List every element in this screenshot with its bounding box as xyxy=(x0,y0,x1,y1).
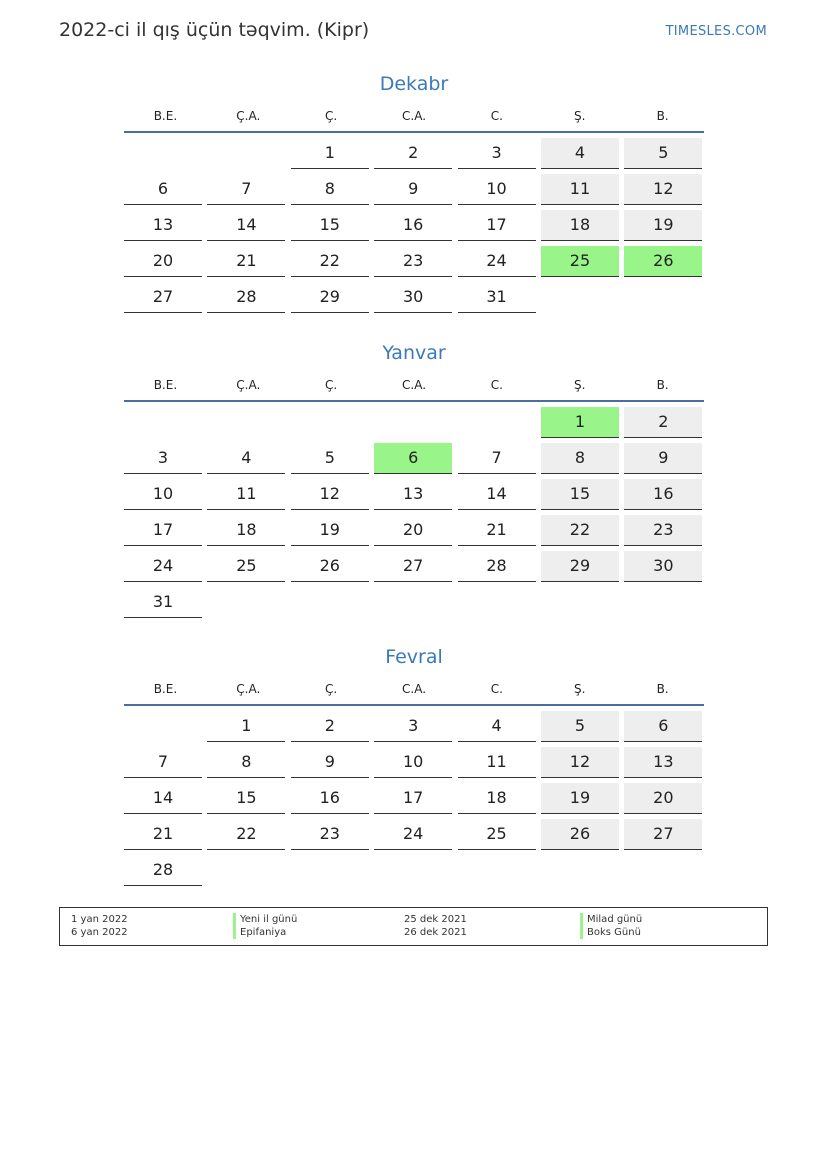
day-cell: 22 xyxy=(541,515,619,546)
holiday-name: Yeni il günü xyxy=(233,913,297,926)
page-title: 2022-ci il qış üçün təqvim. (Kipr) xyxy=(59,19,370,41)
weekday-label: B.E. xyxy=(153,108,178,123)
day-cell: 9 xyxy=(374,174,452,205)
day-cell: 15 xyxy=(207,783,285,814)
empty-cell xyxy=(458,855,536,886)
day-cell: 5 xyxy=(624,138,702,169)
month-calendar xyxy=(124,70,704,313)
week-row xyxy=(124,241,704,277)
empty-cell xyxy=(374,855,452,886)
day-cell: 24 xyxy=(458,246,536,277)
day-cell: 14 xyxy=(207,210,285,241)
day-cell: 31 xyxy=(458,282,536,313)
day-cell: 13 xyxy=(624,747,702,778)
day-cell: 2 xyxy=(291,711,369,742)
empty-cell xyxy=(207,138,285,169)
day-cell: 27 xyxy=(124,282,202,313)
day-cell: 1 xyxy=(207,711,285,742)
weekday-label: C. xyxy=(490,108,503,123)
day-cell: 30 xyxy=(624,551,702,582)
day-cell: 20 xyxy=(624,783,702,814)
day-cell: 11 xyxy=(207,479,285,510)
weekday-header xyxy=(124,673,704,706)
day-cell: 28 xyxy=(207,282,285,313)
day-cell: 7 xyxy=(458,443,536,474)
weekday-label: B.E. xyxy=(153,681,178,696)
day-cell: 4 xyxy=(207,443,285,474)
empty-cell xyxy=(124,138,202,169)
day-cell: 21 xyxy=(207,246,285,277)
day-cell: 17 xyxy=(458,210,536,241)
week-row xyxy=(124,778,704,814)
day-cell: 12 xyxy=(291,479,369,510)
day-cell: 16 xyxy=(624,479,702,510)
day-cell: 21 xyxy=(124,819,202,850)
day-cell: 16 xyxy=(374,210,452,241)
day-cell: 15 xyxy=(291,210,369,241)
week-row xyxy=(124,438,704,474)
day-cell: 23 xyxy=(291,819,369,850)
day-cell: 31 xyxy=(124,587,202,618)
empty-cell xyxy=(624,282,702,313)
weekday-label: Ş. xyxy=(574,377,586,392)
day-cell: 26 xyxy=(291,551,369,582)
empty-cell xyxy=(124,407,202,438)
week-row xyxy=(124,706,704,742)
legend-row xyxy=(60,926,767,939)
empty-cell xyxy=(458,407,536,438)
day-cell: 6 xyxy=(124,174,202,205)
empty-cell xyxy=(458,587,536,618)
weekday-label: Ş. xyxy=(574,108,586,123)
month-name: Dekabr xyxy=(379,73,449,95)
week-row xyxy=(124,169,704,205)
week-row xyxy=(124,133,704,169)
day-cell: 5 xyxy=(291,443,369,474)
day-cell: 3 xyxy=(374,711,452,742)
empty-cell xyxy=(624,855,702,886)
weekday-label: Ç.A. xyxy=(236,108,261,123)
day-cell: 17 xyxy=(124,515,202,546)
empty-cell xyxy=(624,587,702,618)
day-cell: 27 xyxy=(374,551,452,582)
weekday-label: C. xyxy=(490,681,503,696)
holiday-day-cell: 1 xyxy=(541,407,619,438)
week-row xyxy=(124,850,704,886)
day-cell: 10 xyxy=(124,479,202,510)
day-cell: 17 xyxy=(374,783,452,814)
month-name: Yanvar xyxy=(382,342,446,364)
weekday-label: Ç.A. xyxy=(236,377,261,392)
week-row xyxy=(124,510,704,546)
week-row xyxy=(124,474,704,510)
week-row xyxy=(124,546,704,582)
weekday-label: C.A. xyxy=(402,108,427,123)
empty-cell xyxy=(541,587,619,618)
month-calendar xyxy=(124,339,704,618)
weekday-label: C. xyxy=(490,377,503,392)
empty-cell xyxy=(374,587,452,618)
week-row xyxy=(124,814,704,850)
holiday-day-cell: 26 xyxy=(624,246,702,277)
day-cell: 28 xyxy=(124,855,202,886)
empty-cell xyxy=(207,407,285,438)
day-cell: 5 xyxy=(541,711,619,742)
day-cell: 22 xyxy=(291,246,369,277)
weekday-header xyxy=(124,369,704,402)
empty-cell xyxy=(291,587,369,618)
month-name: Fevral xyxy=(385,646,443,668)
day-cell: 6 xyxy=(624,711,702,742)
day-cell: 8 xyxy=(291,174,369,205)
empty-cell xyxy=(541,282,619,313)
day-cell: 3 xyxy=(458,138,536,169)
holiday-legend xyxy=(59,907,768,946)
day-cell: 13 xyxy=(374,479,452,510)
day-cell: 7 xyxy=(124,747,202,778)
day-cell: 9 xyxy=(291,747,369,778)
weekday-label: Ç. xyxy=(325,681,338,696)
weekday-label: Ç. xyxy=(325,377,338,392)
day-cell: 2 xyxy=(374,138,452,169)
day-cell: 1 xyxy=(291,138,369,169)
day-cell: 14 xyxy=(458,479,536,510)
empty-cell xyxy=(374,407,452,438)
day-cell: 23 xyxy=(374,246,452,277)
day-cell: 10 xyxy=(458,174,536,205)
weekday-label: Ş. xyxy=(574,681,586,696)
day-cell: 10 xyxy=(374,747,452,778)
day-cell: 9 xyxy=(624,443,702,474)
holiday-day-cell: 25 xyxy=(541,246,619,277)
day-cell: 20 xyxy=(374,515,452,546)
day-cell: 29 xyxy=(541,551,619,582)
week-row xyxy=(124,742,704,778)
week-row xyxy=(124,277,704,313)
weekday-label: B. xyxy=(656,377,669,392)
holiday-name: Epifaniya xyxy=(233,926,286,939)
day-cell: 15 xyxy=(541,479,619,510)
holiday-name: Milad günü xyxy=(580,913,642,926)
day-cell: 25 xyxy=(207,551,285,582)
day-cell: 20 xyxy=(124,246,202,277)
day-cell: 4 xyxy=(541,138,619,169)
day-cell: 19 xyxy=(291,515,369,546)
empty-cell xyxy=(207,855,285,886)
day-cell: 2 xyxy=(624,407,702,438)
empty-cell xyxy=(207,587,285,618)
legend-row xyxy=(60,913,767,926)
empty-cell xyxy=(291,855,369,886)
empty-cell xyxy=(124,711,202,742)
day-cell: 27 xyxy=(624,819,702,850)
day-cell: 18 xyxy=(541,210,619,241)
day-cell: 8 xyxy=(541,443,619,474)
weekday-header xyxy=(124,100,704,133)
day-cell: 13 xyxy=(124,210,202,241)
day-cell: 24 xyxy=(124,551,202,582)
holiday-date: 6 yan 2022 xyxy=(71,927,128,938)
day-cell: 11 xyxy=(541,174,619,205)
day-cell: 7 xyxy=(207,174,285,205)
holiday-date: 1 yan 2022 xyxy=(71,914,128,925)
day-cell: 28 xyxy=(458,551,536,582)
empty-cell xyxy=(541,855,619,886)
day-cell: 22 xyxy=(207,819,285,850)
day-cell: 4 xyxy=(458,711,536,742)
day-cell: 18 xyxy=(458,783,536,814)
week-row xyxy=(124,402,704,438)
day-cell: 12 xyxy=(541,747,619,778)
day-cell: 24 xyxy=(374,819,452,850)
brand-link[interactable]: TIMESLES.COM xyxy=(665,24,767,39)
weekday-label: B. xyxy=(656,681,669,696)
week-row xyxy=(124,582,704,618)
day-cell: 11 xyxy=(458,747,536,778)
month-calendar xyxy=(124,643,704,886)
holiday-name: Boks Günü xyxy=(580,926,641,939)
empty-cell xyxy=(291,407,369,438)
day-cell: 25 xyxy=(458,819,536,850)
week-row xyxy=(124,205,704,241)
weekday-label: C.A. xyxy=(402,377,427,392)
day-cell: 12 xyxy=(624,174,702,205)
day-cell: 19 xyxy=(624,210,702,241)
day-cell: 3 xyxy=(124,443,202,474)
day-cell: 21 xyxy=(458,515,536,546)
weekday-label: Ç.A. xyxy=(236,681,261,696)
day-cell: 23 xyxy=(624,515,702,546)
day-cell: 26 xyxy=(541,819,619,850)
weekday-label: C.A. xyxy=(402,681,427,696)
day-cell: 19 xyxy=(541,783,619,814)
holiday-date: 25 dek 2021 xyxy=(404,914,467,925)
day-cell: 18 xyxy=(207,515,285,546)
day-cell: 30 xyxy=(374,282,452,313)
day-cell: 29 xyxy=(291,282,369,313)
day-cell: 8 xyxy=(207,747,285,778)
holiday-day-cell: 6 xyxy=(374,443,452,474)
day-cell: 14 xyxy=(124,783,202,814)
holiday-date: 26 dek 2021 xyxy=(404,927,467,938)
weekday-label: Ç. xyxy=(325,108,338,123)
day-cell: 16 xyxy=(291,783,369,814)
weekday-label: B. xyxy=(656,108,669,123)
weekday-label: B.E. xyxy=(153,377,178,392)
